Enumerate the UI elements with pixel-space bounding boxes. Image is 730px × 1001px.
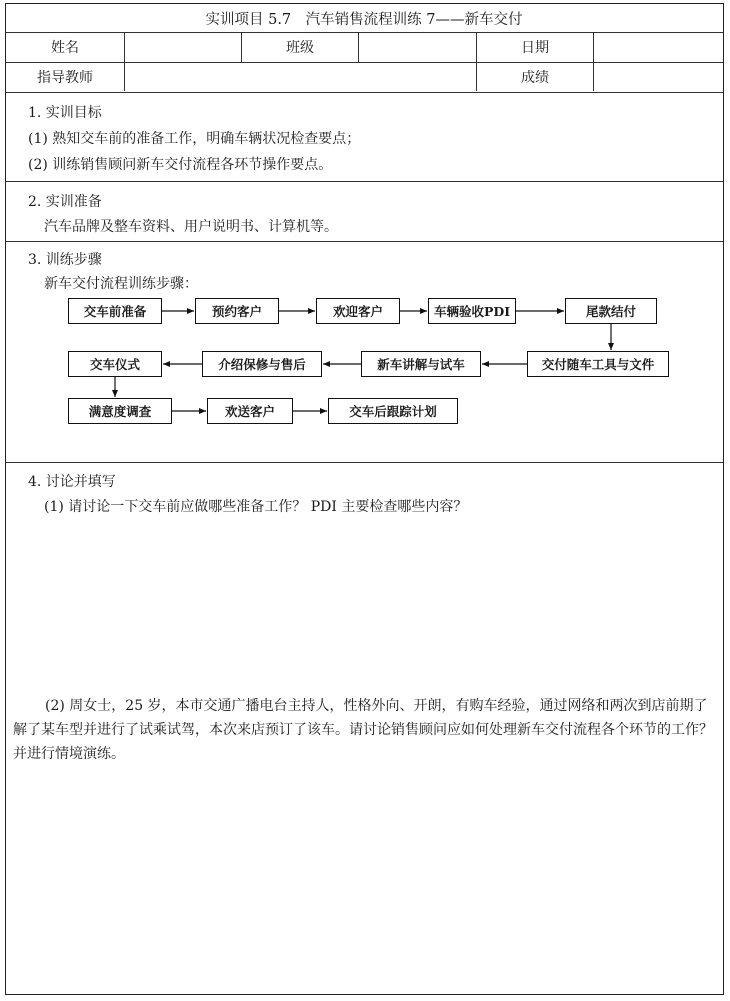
section2-text: 汽车品牌及整车资料、用户说明书、计算机等。 [44,219,338,235]
answer-area-1[interactable] [13,520,717,690]
section3-intro: 新车交付流程训练步骤： [44,276,198,292]
section2-heading: 2. 实训准备 [28,194,102,210]
section1-heading: 1. 实训目标 [28,105,102,121]
flow-step-follow-up-plan: 交车后跟踪计划 [328,398,458,424]
section1-item-2: (2) 训练销售顾问新车交付流程各环节操作要点。 [28,157,333,173]
flow-step-satisfaction-survey: 满意度调查 [68,398,172,424]
divider [6,462,723,463]
question-2: (2) 周女士，25 岁，本市交通广播电台主持人，性格外向、开朗，有购车经验，通过网络和两次到店前期了解了某车型并进行了试乘试驾，本次来店预订了该车。请讨论销售顾问应如何处理新车交付流程各个环节的工作？并进行情境演练。 [13,698,713,762]
date-label: 日期 [521,40,549,56]
sheet-title: 实训项目 5.7 汽车销售流程训练 7——新车交付 [205,11,523,28]
name-label: 姓名 [51,40,79,56]
flow-step-car-explanation: 新车讲解与试车 [361,351,481,377]
flow-step-warranty-intro: 介绍保修与售后 [202,351,322,377]
grade-label: 成绩 [521,70,549,86]
question-1: (1) 请讨论一下交车前应做哪些准备工作？ PDI 主要检查哪些内容？ [44,499,468,515]
flow-step-handover-ceremony: 交车仪式 [68,351,162,377]
flow-step-pdi: 车辆验收PDI [428,298,516,324]
answer-area-2[interactable] [13,774,717,984]
flow-step-tools-documents: 交付随车工具与文件 [527,351,669,377]
class-label: 班级 [286,40,314,56]
section3-heading: 3. 训练步骤 [28,252,102,268]
flow-step-appointment: 预约客户 [195,298,279,324]
section4-heading: 4. 讨论并填写 [28,474,116,490]
teacher-label: 指导教师 [37,70,93,86]
section1-item-1: (1) 熟知交车前的准备工作，明确车辆状况检查要点； [28,131,361,147]
flow-step-pre-delivery-prep: 交车前准备 [68,298,162,324]
flow-step-farewell: 欢送客户 [207,398,293,424]
flow-step-final-payment: 尾款结付 [565,298,657,324]
training-sheet [5,3,724,995]
flow-step-welcome: 欢迎客户 [316,298,400,324]
